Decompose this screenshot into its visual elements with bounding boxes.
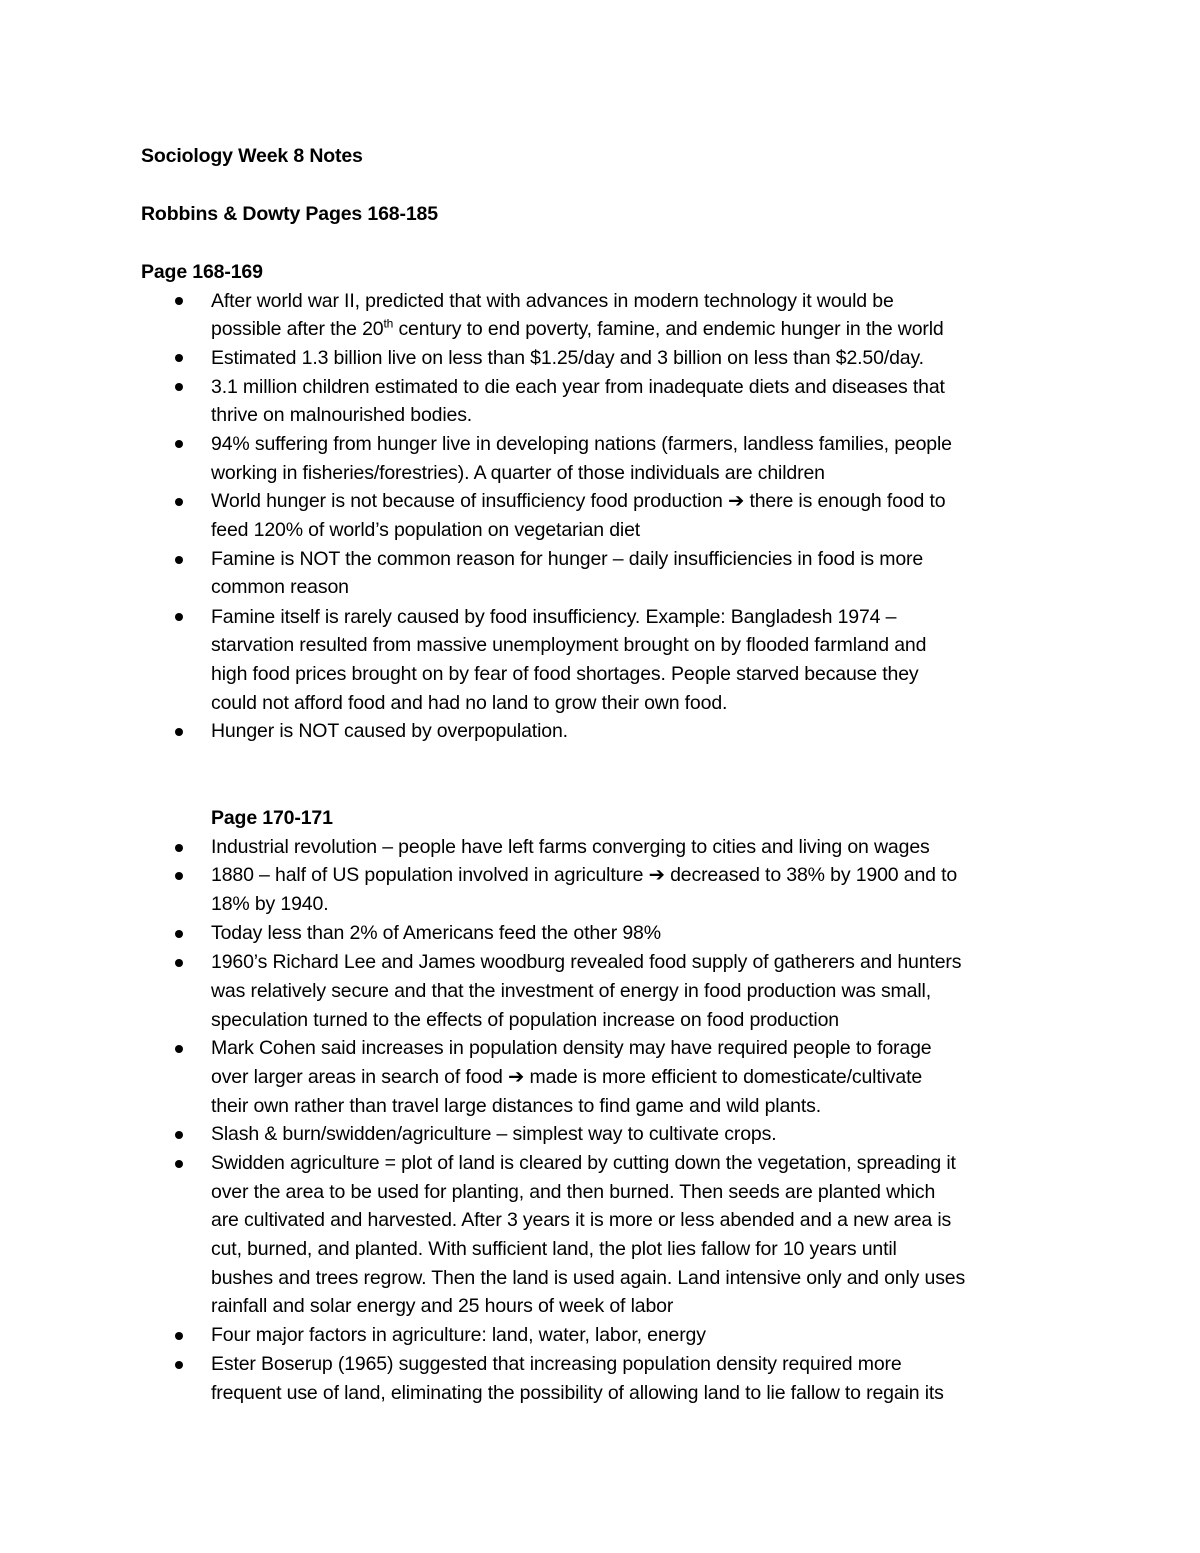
- document-subtitle: Robbins & Dowty Pages 168-185: [141, 203, 438, 225]
- list-item-line: over the area to be used for planting, and then burned. Then seeds are planted which: [211, 1181, 936, 1203]
- list-item-line: common reason: [211, 576, 349, 598]
- list-item-line: 18% by 1940.: [211, 893, 329, 915]
- list-item-line: feed 120% of world’s population on vegetarian diet: [211, 519, 641, 541]
- list-item-line: Mark Cohen said increases in population density may have required people to forage: [211, 1037, 932, 1059]
- list-item-line: 94% suffering from hunger live in developing nations (farmers, landless families, people: [211, 433, 952, 455]
- list-item-line: Industrial revolution – people have left farms converging to cities and living on wages: [211, 836, 930, 858]
- list-item-line: speculation turned to the effects of population increase on food production: [211, 1009, 840, 1031]
- list-item-line: could not afford food and had no land to grow their own food.: [211, 692, 728, 714]
- bullet-icon: [175, 1131, 183, 1139]
- list-item-line: Four major factors in agriculture: land, water, labor, energy: [211, 1324, 706, 1346]
- section-heading: Page 168-169: [141, 261, 263, 283]
- list-item-line: was relatively secure and that the investment of energy in food production was small,: [211, 980, 931, 1002]
- list-item-line: Today less than 2% of Americans feed the other 98%: [211, 922, 661, 944]
- bullet-icon: [175, 1045, 183, 1053]
- list-item-line: Ester Boserup (1965) suggested that increasing population density required more: [211, 1353, 902, 1375]
- bullet-icon: [175, 1332, 183, 1340]
- list-item-line: starvation resulted from massive unemployment brought on by flooded farmland and: [211, 634, 927, 656]
- list-item-line: Hunger is NOT caused by overpopulation.: [211, 720, 568, 742]
- list-item-line: After world war II, predicted that with advances in modern technology it would be: [211, 290, 894, 312]
- list-item-line: frequent use of land, eliminating the possibility of allowing land to lie fallow to regain its: [211, 1382, 944, 1404]
- list-item-line: cut, burned, and planted. With sufficient land, the plot lies fallow for 10 years until: [211, 1238, 897, 1260]
- bullet-icon: [175, 354, 183, 362]
- bullet-icon: [175, 959, 183, 967]
- bullet-icon: [175, 844, 183, 852]
- bullet-icon: [175, 1160, 183, 1168]
- list-item-line: Estimated 1.3 billion live on less than $1.25/day and 3 billion on less than $2.50/day.: [211, 347, 924, 369]
- arrow-right-icon: ➔: [727, 490, 745, 512]
- list-item-line: rainfall and solar energy and 25 hours of week of labor: [211, 1295, 674, 1317]
- list-item-line: Slash & burn/swidden/agriculture – simplest way to cultivate crops.: [211, 1123, 777, 1145]
- arrow-right-icon: ➔: [648, 864, 665, 886]
- list-item-line: Famine itself is rarely caused by food insufficiency. Example: Bangladesh 1974 –: [211, 606, 897, 628]
- bullet-icon: [175, 498, 183, 506]
- list-item-line: possible after the 20th century to end poverty, famine, and endemic hunger in the world: [211, 316, 944, 340]
- bullet-icon: [175, 872, 183, 880]
- bullet-icon: [175, 728, 183, 736]
- list-item-line: working in fisheries/forestries). A quarter of those individuals are children: [211, 462, 825, 484]
- bullet-icon: [175, 930, 183, 938]
- bullet-icon: [175, 556, 183, 564]
- list-item-line: high food prices brought on by fear of food shortages. People starved because they: [211, 663, 919, 685]
- list-item-line: are cultivated and harvested. After 3 years it is more or less abended and a new area is: [211, 1209, 952, 1231]
- list-item-line: 1960’s Richard Lee and James woodburg revealed food supply of gatherers and hunters: [211, 951, 962, 973]
- list-item-line: World hunger is not because of insufficiency food production ➔ there is enough food to: [211, 490, 946, 512]
- section-heading: Page 170-171: [211, 807, 333, 829]
- list-item-line: their own rather than travel large distances to find game and wild plants.: [211, 1095, 821, 1117]
- arrow-right-icon: ➔: [508, 1066, 525, 1088]
- list-item-line: over larger areas in search of food ➔ made is more efficient to domesticate/cultivate: [211, 1066, 923, 1088]
- list-item-line: 3.1 million children estimated to die each year from inadequate diets and diseases that: [211, 376, 945, 398]
- list-item-line: 1880 – half of US population involved in agriculture ➔ decreased to 38% by 1900 and to: [211, 864, 958, 886]
- bullet-icon: [175, 613, 183, 621]
- document-title: Sociology Week 8 Notes: [141, 145, 363, 167]
- bullet-icon: [175, 1361, 183, 1369]
- bullet-icon: [175, 440, 183, 448]
- bullet-icon: [175, 297, 183, 305]
- list-item-line: bushes and trees regrow. Then the land is used again. Land intensive only and only uses: [211, 1267, 966, 1289]
- bullet-icon: [175, 383, 183, 391]
- list-item-line: thrive on malnourished bodies.: [211, 404, 473, 426]
- list-item-line: Swidden agriculture = plot of land is cleared by cutting down the vegetation, spreading it: [211, 1152, 956, 1174]
- list-item-line: Famine is NOT the common reason for hunger – daily insufficiencies in food is more: [211, 548, 924, 570]
